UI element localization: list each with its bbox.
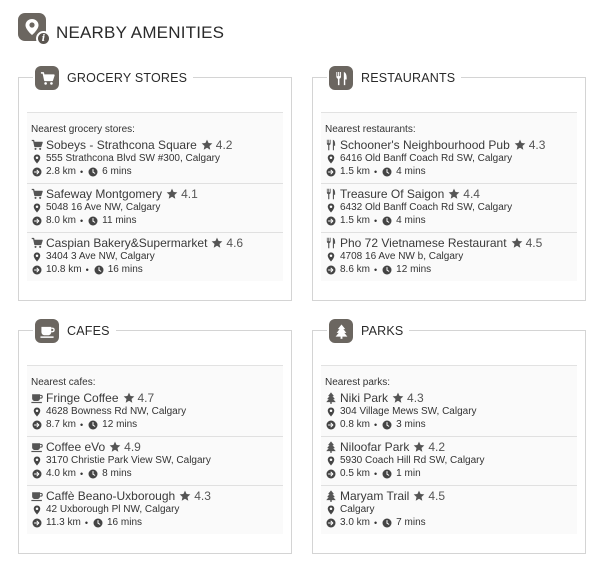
restaurants-card-header xyxy=(327,64,461,92)
item-distance: 1.5 km xyxy=(340,215,371,226)
clock-icon xyxy=(87,215,99,227)
grocery-stores-card-header xyxy=(33,64,193,92)
item-time: 12 mins xyxy=(102,419,138,430)
list-item[interactable]: Treasure Of Saigon 4.4 6432 Old Banff Coach Rd SW, Calgary 1.5 km • 4 mins xyxy=(321,184,577,233)
tree-icon xyxy=(325,490,337,502)
clock-icon xyxy=(87,468,99,480)
item-time: 11 mins xyxy=(102,215,137,226)
location-pin-icon xyxy=(325,153,337,165)
item-rating: 4.7 xyxy=(137,390,155,405)
star-icon xyxy=(511,237,523,249)
cart-icon xyxy=(31,237,43,249)
list-item[interactable]: Pho 72 Vietnamese Restaurant 4.5 4708 16 Ave NW b, Calgary 8.6 km • 12 mins xyxy=(321,233,577,281)
location-pin-icon xyxy=(325,406,337,418)
star-icon xyxy=(123,392,135,404)
item-time: 4 mins xyxy=(396,166,426,177)
list-item[interactable]: Niloofar Park 4.2 5930 Coach Hill Rd SW, Calgary 0.5 km • 1 min xyxy=(321,437,577,486)
list-item[interactable]: Safeway Montgomery 4.1 5048 16 Ave NW, Calgary 8.0 km • 11 mins xyxy=(27,184,283,233)
item-address: 5930 Coach Hill Rd SW, Calgary xyxy=(340,455,485,466)
restaurants-list xyxy=(321,112,577,281)
item-name: Sobeys - Strathcona Square xyxy=(46,137,197,152)
arrow-right-icon xyxy=(325,517,337,529)
item-time: 7 mins xyxy=(396,517,426,528)
item-name: Niki Park xyxy=(340,390,389,405)
item-name: Caffè Beano-Uxborough xyxy=(46,488,176,503)
utensils-icon xyxy=(325,188,337,200)
item-distance: 8.0 km xyxy=(46,215,77,226)
card-title: RESTAURANTS xyxy=(361,71,456,85)
star-icon xyxy=(413,490,425,502)
item-name: Niloofar Park xyxy=(340,439,410,454)
location-pin-icon xyxy=(31,455,43,467)
cart-icon xyxy=(31,139,43,151)
item-rating: 4.9 xyxy=(124,439,141,454)
item-address: 304 Village Mews SW, Calgary xyxy=(340,406,477,417)
star-icon xyxy=(392,392,404,404)
star-icon xyxy=(448,188,460,200)
location-pin-icon xyxy=(325,251,337,263)
item-time: 8 mins xyxy=(102,468,132,479)
arrow-right-icon xyxy=(31,264,43,276)
item-rating: 4.6 xyxy=(226,235,244,250)
item-address: Calgary xyxy=(340,504,375,515)
cafes-list xyxy=(27,365,283,534)
arrow-right-icon xyxy=(31,166,43,178)
list-item[interactable]: Schooner's Neighbourhood Pub 4.3 6416 Old Banff Coach Rd SW, Calgary 1.5 km • 4 mins xyxy=(321,135,577,184)
clock-icon xyxy=(87,419,99,431)
item-address: 3404 3 Ave NW, Calgary xyxy=(46,251,155,262)
star-icon xyxy=(413,441,425,453)
clock-icon xyxy=(381,264,393,276)
list-item[interactable]: Maryam Trail 4.5 Calgary 3.0 km • 7 mins xyxy=(321,486,577,534)
nearest-label: Nearest restaurants: xyxy=(325,124,416,135)
star-icon xyxy=(166,188,178,200)
arrow-right-icon xyxy=(325,215,337,227)
item-distance: 8.6 km xyxy=(340,264,371,275)
arrow-right-icon xyxy=(325,419,337,431)
list-item[interactable]: Caffè Beano-Uxborough 4.3 42 Uxborough Pl NW, Calgary 11.3 km • 16 mins xyxy=(27,486,283,534)
list-item[interactable]: Sobeys - Strathcona Square 4.2 555 Strathcona Blvd SW #300, Calgary 2.8 km • 6 mins xyxy=(27,135,283,184)
location-pin-icon xyxy=(31,202,43,214)
clock-icon xyxy=(381,468,393,480)
cafes-card xyxy=(18,324,292,554)
tree-icon xyxy=(329,319,353,343)
clock-icon xyxy=(381,166,393,178)
item-distance: 0.5 km xyxy=(340,468,371,479)
item-address: 6416 Old Banff Coach Rd SW, Calgary xyxy=(340,153,513,164)
star-icon xyxy=(211,237,223,249)
clock-icon xyxy=(92,517,104,529)
item-time: 16 mins xyxy=(107,264,143,275)
coffee-icon xyxy=(31,441,43,453)
star-icon xyxy=(201,139,213,151)
nearest-label: Nearest grocery stores: xyxy=(31,124,135,135)
arrow-right-icon xyxy=(325,468,337,480)
page-title: NEARBY AMENITIES xyxy=(56,23,225,42)
card-title: PARKS xyxy=(361,324,404,338)
star-icon xyxy=(514,139,526,151)
item-time: 16 mins xyxy=(107,517,143,528)
item-rating: 4.5 xyxy=(525,235,543,250)
coffee-icon xyxy=(35,319,59,343)
clock-icon xyxy=(93,264,105,276)
location-pin-icon xyxy=(31,251,43,263)
item-rating: 4.1 xyxy=(181,186,198,201)
item-name: Treasure Of Saigon xyxy=(340,186,445,201)
list-item[interactable]: Niki Park 4.3 304 Village Mews SW, Calgary 0.8 km • 3 mins xyxy=(321,388,577,437)
parks-card-header xyxy=(327,317,409,345)
card-title: GROCERY STORES xyxy=(67,71,188,85)
location-pin-icon xyxy=(325,202,337,214)
item-address: 42 Uxborough Pl NW, Calgary xyxy=(46,504,180,515)
list-item[interactable]: Fringe Coffee 4.7 4628 Bowness Rd NW, Calgary 8.7 km • 12 mins xyxy=(27,388,283,437)
item-distance: 2.8 km xyxy=(46,166,77,177)
cart-icon xyxy=(35,66,59,90)
star-icon xyxy=(179,490,191,502)
item-address: 555 Strathcona Blvd SW #300, Calgary xyxy=(46,153,220,164)
item-time: 4 mins xyxy=(396,215,426,226)
item-rating: 4.4 xyxy=(463,186,480,201)
location-pin-icon xyxy=(31,504,43,516)
arrow-right-icon xyxy=(325,264,337,276)
item-time: 6 mins xyxy=(102,166,132,177)
coffee-icon xyxy=(31,392,43,404)
arrow-right-icon xyxy=(31,517,43,529)
item-address: 4628 Bowness Rd NW, Calgary xyxy=(46,406,187,417)
grocery-stores-card xyxy=(18,71,292,301)
item-name: Pho 72 Vietnamese Restaurant xyxy=(340,235,507,250)
tree-icon xyxy=(325,441,337,453)
location-pin-icon xyxy=(31,153,43,165)
location-pin-icon xyxy=(325,504,337,516)
item-name: Safeway Montgomery xyxy=(46,186,163,201)
star-icon xyxy=(109,441,121,453)
location-pin-icon xyxy=(31,406,43,418)
item-name: Fringe Coffee xyxy=(46,390,119,405)
cart-icon xyxy=(31,188,43,200)
item-distance: 4.0 km xyxy=(46,468,77,479)
item-time: 12 mins xyxy=(396,264,432,275)
item-rating: 4.2 xyxy=(428,439,446,454)
item-distance: 8.7 km xyxy=(46,419,77,430)
nearest-label: Nearest cafes: xyxy=(31,377,96,388)
item-distance: 10.8 km xyxy=(46,264,82,275)
arrow-right-icon xyxy=(31,468,43,480)
clock-icon xyxy=(381,419,393,431)
item-name: Caspian Bakery&Supermarket xyxy=(46,235,208,250)
item-distance: 1.5 km xyxy=(340,166,371,177)
item-distance: 3.0 km xyxy=(340,517,371,528)
arrow-right-icon xyxy=(31,419,43,431)
item-name: Schooner's Neighbourhood Pub xyxy=(340,137,510,152)
item-rating: 4.3 xyxy=(194,488,211,503)
item-address: 4708 16 Ave NW b, Calgary xyxy=(340,251,464,262)
parks-card xyxy=(312,324,586,554)
parks-list xyxy=(321,365,577,534)
utensils-icon xyxy=(325,237,337,249)
cafes-card-header xyxy=(33,317,116,345)
item-rating: 4.3 xyxy=(528,137,546,152)
item-address: 6432 Old Banff Coach Rd SW, Calgary xyxy=(340,202,513,213)
tree-icon xyxy=(325,392,337,404)
item-time: 3 mins xyxy=(396,419,426,430)
page-header xyxy=(18,12,224,48)
grocery-list xyxy=(27,112,283,281)
item-name: Maryam Trail xyxy=(340,488,410,503)
item-name: Coffee eVo xyxy=(46,439,106,454)
map-pin-info-icon: i xyxy=(18,13,50,47)
item-rating: 4.2 xyxy=(215,137,233,152)
item-time: 1 min xyxy=(396,468,421,479)
arrow-right-icon xyxy=(325,166,337,178)
utensils-icon xyxy=(325,139,337,151)
nearest-label: Nearest parks: xyxy=(325,377,391,388)
clock-icon xyxy=(381,215,393,227)
item-distance: 0.8 km xyxy=(340,419,371,430)
location-pin-icon xyxy=(325,455,337,467)
utensils-icon xyxy=(329,66,353,90)
list-item[interactable]: Coffee eVo 4.9 3170 Christie Park View SW, Calgary 4.0 km • 8 mins xyxy=(27,437,283,486)
item-distance: 11.3 km xyxy=(46,517,81,528)
clock-icon xyxy=(87,166,99,178)
list-item[interactable]: Caspian Bakery&Supermarket 4.6 3404 3 Ave NW, Calgary 10.8 km • 16 mins xyxy=(27,233,283,281)
arrow-right-icon xyxy=(31,215,43,227)
card-title: CAFES xyxy=(67,324,110,338)
item-rating: 4.5 xyxy=(428,488,446,503)
item-address: 3170 Christie Park View SW, Calgary xyxy=(46,455,211,466)
item-address: 5048 16 Ave NW, Calgary xyxy=(46,202,161,213)
clock-icon xyxy=(381,517,393,529)
coffee-icon xyxy=(31,490,43,502)
item-rating: 4.3 xyxy=(407,390,424,405)
restaurants-card xyxy=(312,71,586,301)
